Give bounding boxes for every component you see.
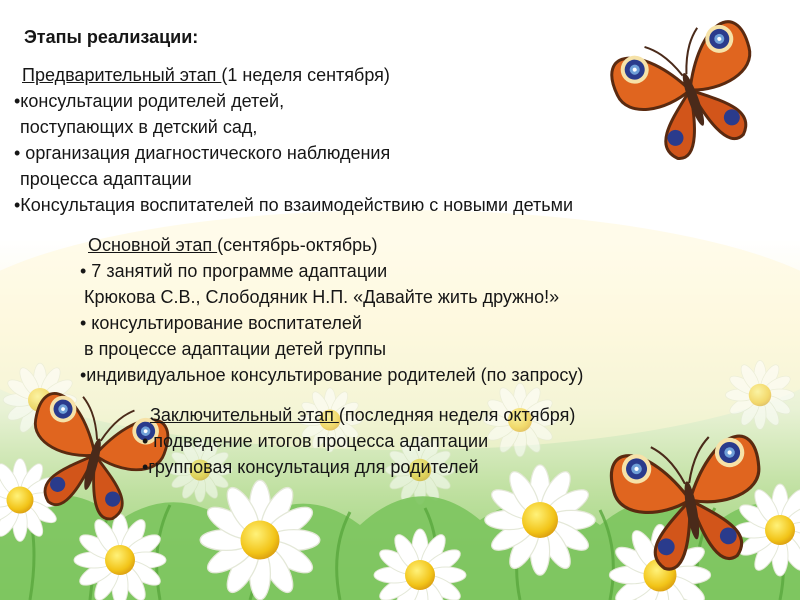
stage3-item: •групповая консультация для родителей [142, 457, 479, 477]
stage2-item: в процессе адаптации детей группы [84, 339, 387, 359]
stage1-name: Предварительный этап [22, 65, 222, 85]
stage3-period: (последняя неделя октября) [338, 405, 576, 425]
stage1-heading [22, 64, 390, 86]
stage2-item: • консультирование воспитателей [80, 313, 362, 333]
stage3-heading [150, 404, 575, 426]
stage3-name: Заключительный этап [150, 405, 339, 425]
stage1-item: • организация диагностического наблюдения [14, 143, 391, 163]
stage2-period: (сентябрь-октябрь) [217, 235, 378, 255]
page-title: Этапы реализации: [24, 27, 199, 47]
stage1-period: (1 неделя сентября) [221, 65, 390, 85]
butterfly-top-right [605, 13, 777, 172]
stage2-item: •индивидуальное консультирование родителей (по запросу) [80, 365, 584, 385]
stage1-item: поступающих в детский сад, [20, 117, 258, 137]
stage1-item: •Консультация воспитателей по взаимодействию с новыми детьми [14, 195, 574, 215]
stage1-item: •консультации родителей детей, [14, 91, 285, 111]
stage2-name: Основной этап [88, 235, 218, 255]
stage2-item: • 7 занятий по программе адаптации [80, 261, 388, 281]
stage2-item: Крюкова С.В., Слободяник Н.П. «Давайте жить дружно!» [84, 287, 560, 307]
stage3-item: • подведение итогов процесса адаптации [142, 431, 489, 451]
stage2-heading [88, 234, 378, 256]
stage1-item: процесса адаптации [20, 169, 192, 189]
